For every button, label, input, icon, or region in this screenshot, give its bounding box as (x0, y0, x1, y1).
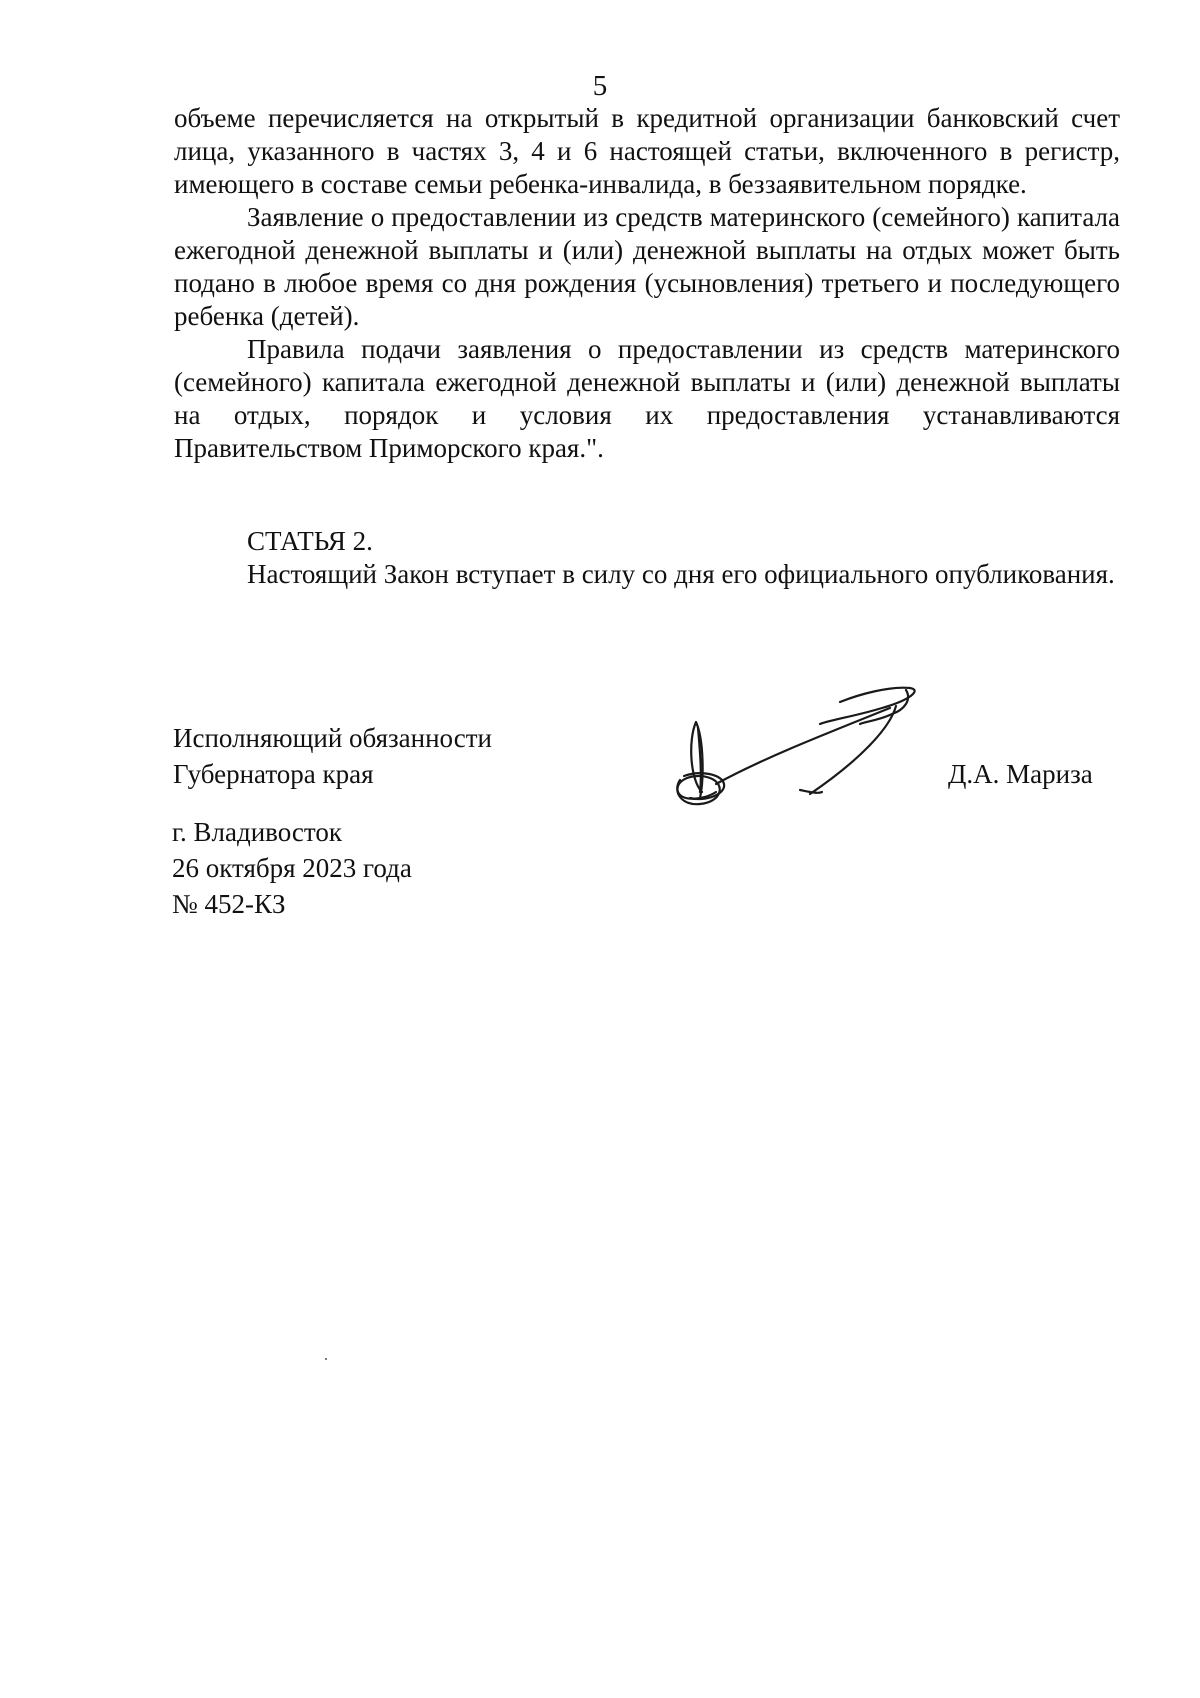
law-number: № 452-КЗ (172, 889, 286, 919)
paragraph-application: Заявление о предоставлении из средств материнского (семейного) капитала ежегодной денежной выплаты и (или) денежной выплаты на отдых может быть подано в любое время со дня рождения (усыновления) третьего и последующего ребенка (детей). (174, 202, 1120, 331)
paragraph-continuation: объеме перечисляется на открытый в кредитной организации банковский счет лица, указанного в частях 3, 4 и 6 настоящей статьи, включенного в регистр, имеющего в составе семьи ребенка-инвалида, в беззаявительном порядке. (174, 103, 1120, 199)
place-and-date (172, 814, 412, 922)
paragraph-rules: Правила подачи заявления о предоставлении из средств материнского (семейного) капитала ежегодной денежной выплаты и (или) денежной выплаты на отдых, порядок и условия их предоставления устанавливаются Правительством Приморского края.". (174, 334, 1120, 463)
signer-name: Д.А. Мариза (948, 759, 1093, 789)
handwritten-signature (660, 680, 920, 810)
article-2 (174, 525, 1120, 591)
position-line-2: Губернатора края (173, 759, 374, 789)
scan-speck (325, 1358, 327, 1360)
signatory-position (173, 720, 492, 792)
position-line-1: Исполняющий обязанности (173, 723, 492, 753)
article-text: Настоящий Закон вступает в силу со дня его официального опубликования. (247, 559, 1115, 589)
document-body (174, 102, 1120, 465)
article-heading: СТАТЬЯ 2. (247, 526, 373, 556)
date: 26 октября 2023 года (172, 853, 412, 883)
city: г. Владивосток (172, 817, 342, 847)
page-number: 5 (592, 70, 608, 102)
